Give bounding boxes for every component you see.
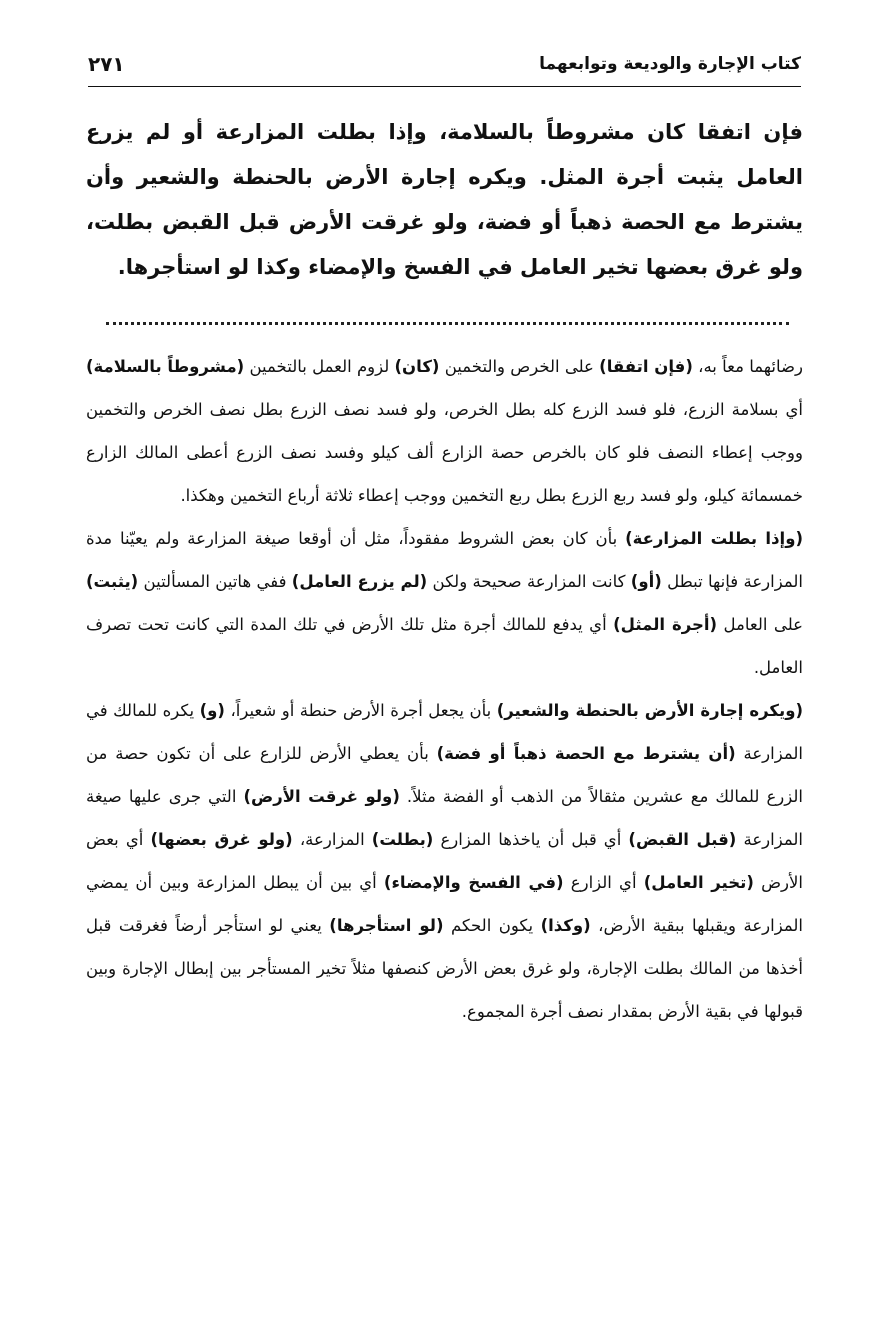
commentary-text: بأن كان بعض الشروط مفقوداً، مثل أن أوقعا صيغة المزارعة ولم يعيّنا مدة المزارعة فإنها تبطل (86, 529, 803, 591)
commentary-text: لزوم العمل بالتخمين (244, 357, 395, 376)
page-header (88, 50, 801, 90)
page-number: ٢٧١ (88, 52, 125, 76)
quoted-matn-phrase: (ولو غرقت الأرض) (243, 787, 400, 806)
quoted-matn-phrase: (يثبت) (86, 572, 139, 591)
commentary-paragraph-2 (86, 517, 803, 689)
commentary-text: أي بعض الأرض (86, 830, 804, 892)
commentary-text: أي قبل أن ياخذها المزارع (433, 830, 629, 849)
quoted-matn-phrase: (تخير العامل) (643, 873, 754, 892)
commentary-text: يكره للمالك في المزارعة (86, 701, 803, 763)
commentary-text: على الخرص والتخمين (439, 357, 600, 376)
commentary-text: يكون الحكم (443, 916, 541, 935)
quoted-matn-phrase: (قبل القبض) (628, 830, 737, 849)
commentary-text: رضائهما معاً به، (692, 357, 803, 376)
commentary-paragraph-1 (86, 345, 803, 517)
matn-text: فإن اتفقا كان مشروطاً بالسلامة، وإذا بطلت المزارعة أو لم يزرع العامل يثبت أجرة المثل. ويكره إجارة الأرض بالحنطة والشعير وأن يشترط مع الحصة ذهباً أو فضة، ولو غرقت الأرض قبل القبض بطلت، ولو غرق بعضها تخير العامل في الفسخ والإمضاء وكذا لو استأجرها. (86, 120, 803, 279)
quoted-matn-phrase: (لم يزرع العامل) (291, 572, 428, 591)
quoted-matn-phrase: (بطلت) (371, 830, 434, 849)
quoted-matn-phrase: (ويكره إجارة الأرض بالحنطة والشعير) (496, 701, 803, 720)
commentary-text: المزارعة، (292, 830, 372, 849)
commentary-text: ففي هاتين المسألتين (138, 572, 292, 591)
commentary-text: أي يدفع للمالك أجرة مثل تلك الأرض في تلك المدة التي كانت تحت تصرف العامل. (86, 615, 803, 677)
quoted-matn-phrase: (كان) (394, 357, 440, 376)
quoted-matn-phrase: (فإن اتفقا) (599, 357, 693, 376)
commentary-text: يعني لو استأجر أرضاً فغرقت قبل أخذها من المالك بطلت الإجارة، ولو غرق بعض الأرض كنصفها مثلاً تخير المستأجر بين إبطال الإجارة وبين قبولها في بقية الأرض بمقدار نصف أجرة المجموع. (86, 916, 803, 1021)
running-title: كتاب الإجارة والوديعة وتوابعهما (539, 54, 801, 74)
commentary-text: التي جرى عليها صيغة المزارعة (86, 787, 803, 849)
header-rule (88, 86, 801, 87)
commentary (86, 345, 803, 1033)
quoted-matn-phrase: (ولو غرق بعضها) (150, 830, 293, 849)
commentary-text: كانت المزارعة صحيحة ولكن (427, 572, 631, 591)
commentary-text: أي الزارع (563, 873, 644, 892)
quoted-matn-phrase: (لو استأجرها) (329, 916, 444, 935)
commentary-text: بأن يجعل أجرة الأرض حنطة أو شعيراً، (224, 701, 497, 720)
commentary-text: على العامل (717, 615, 803, 634)
quoted-matn-phrase: (أن يشترط مع الحصة ذهباً أو فضة) (436, 744, 736, 763)
quoted-matn-phrase: (وإذا بطلت المزارعة) (625, 529, 803, 548)
quoted-matn-phrase: (وكذا) (540, 916, 591, 935)
quoted-matn-phrase: (و) (199, 701, 225, 720)
quoted-matn-phrase: (أجرة المثل) (613, 615, 718, 634)
commentary-paragraph-3 (86, 689, 803, 1033)
quoted-matn-phrase: (مشروطاً بالسلامة) (86, 357, 245, 376)
commentary-text: أي بسلامة الزرع، فلو فسد الزرع كله بطل الخرص، ولو فسد نصف الزرع بطل نصف الخرص والتخمين ووجب إعطاء النصف فلو كان بالخرص حصة الزارع ألف كيلو وفسد نصف الزرع أعطى المالك الزارع خمسمائة كيلو، ولو فسد ربع الزرع بطل ربع التخمين ووجب إعطاء ثلاثة أرباع التخمين وهكذا. (86, 400, 803, 505)
quoted-matn-phrase: (في الفسخ والإمضاء) (383, 873, 564, 892)
dotted-separator (106, 322, 789, 325)
quoted-matn-phrase: (أو) (630, 572, 662, 591)
commentary-text: بأن يعطي الأرض للزارع على أن تكون حصة من الزرع للمالك مع عشرين مثقالاً من الذهب أو الفضة مثلاً. (86, 744, 803, 806)
commentary-text: أي بين أن يبطل المزارعة وبين أن يمضي المزارعة ويقبلها ببقية الأرض، (86, 873, 803, 935)
